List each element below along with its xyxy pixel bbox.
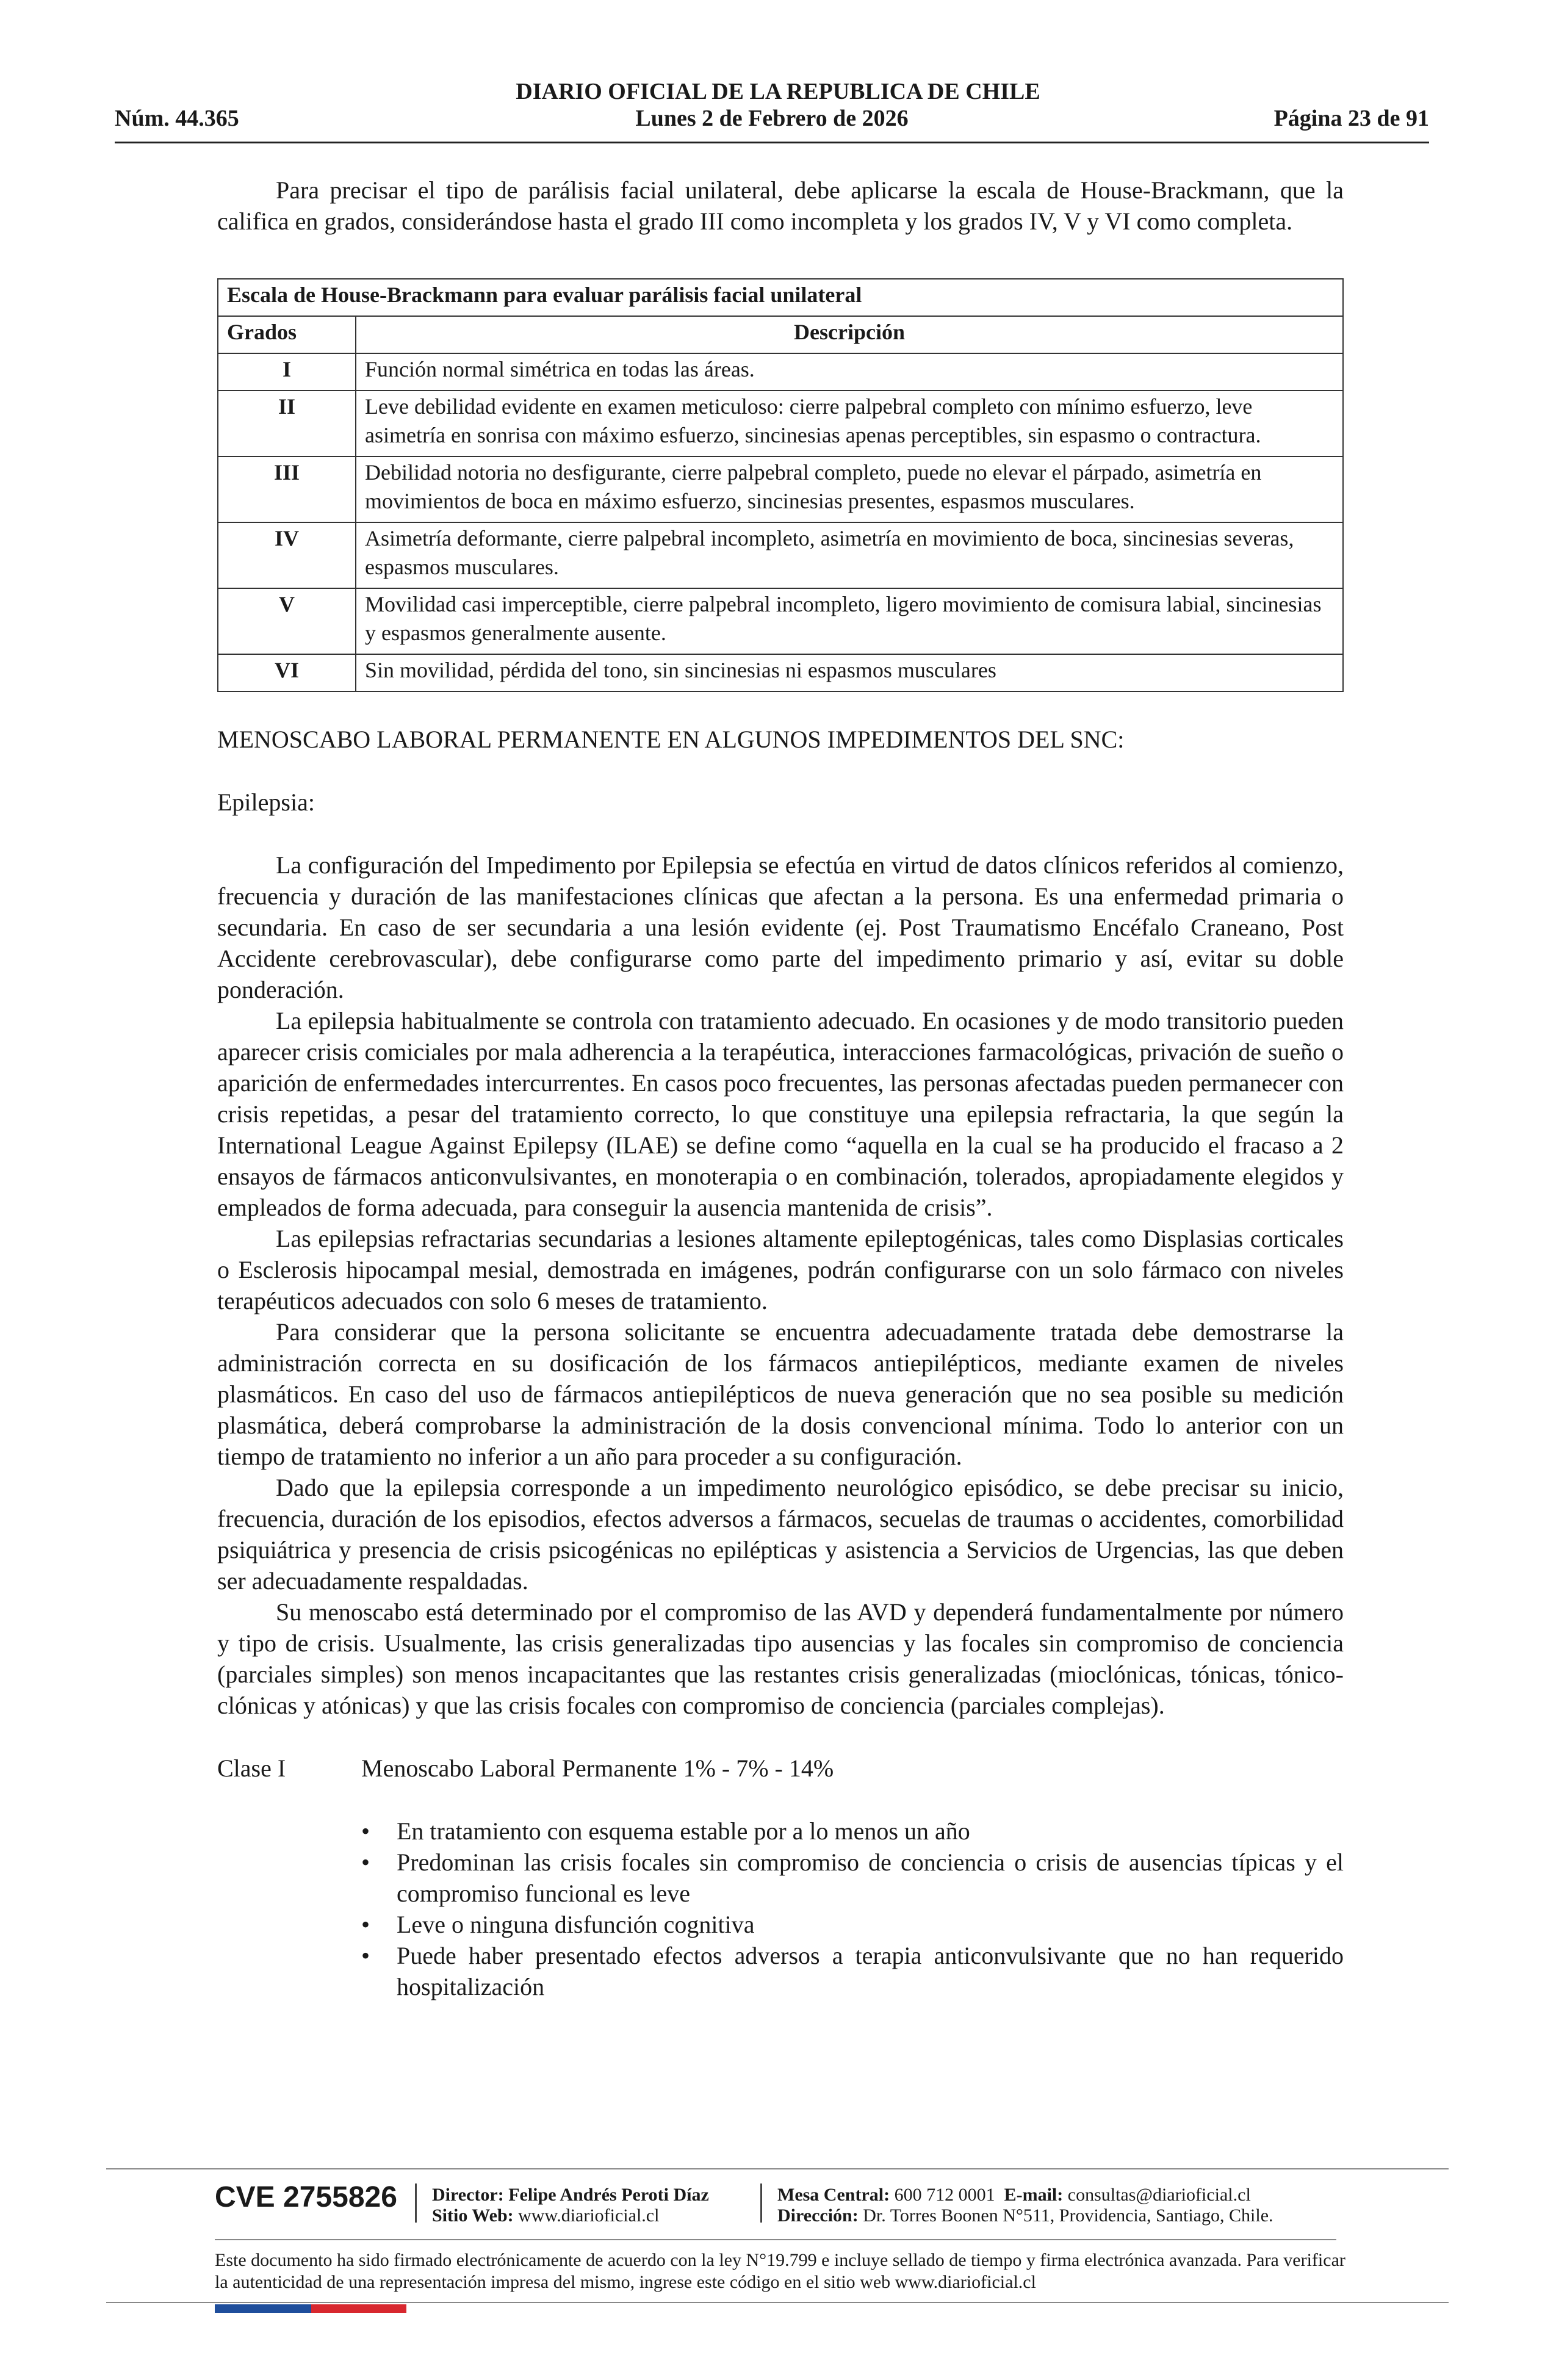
footer-divider-bottom bbox=[106, 2302, 1449, 2303]
list-item bbox=[361, 1816, 1344, 1847]
column-header-grades: Grados bbox=[218, 316, 356, 353]
table-row bbox=[218, 588, 1343, 654]
clase-label: Clase I bbox=[217, 1754, 286, 1782]
gazette-title: DIARIO OFICIAL DE LA REPUBLICA DE CHILE bbox=[516, 79, 1040, 104]
website-label: Sitio Web: bbox=[432, 2205, 514, 2226]
footer-divider-top bbox=[106, 2168, 1449, 2169]
grade-cell: IV bbox=[218, 522, 356, 588]
body-paragraph: La epilepsia habitualmente se controla con tratamiento adecuado. En ocasiones y de modo transitorio pueden aparecer crisis comiciales por mala adherencia a la terapéutica, interacciones farmacológicas, privación de sueño o aparición de enfermedades intercurrentes. En casos poco frecuentes, las personas afectadas pueden permanecer con crisis repetidas, a pesar del tratamiento correcto, lo que constituye una epilepsia refractaria, la que según la International League Against Epilepsy (ILAE) se define como “aquella en la cual se ha producido el fracaso a 2 ensayos de fármacos anticonvulsivantes, en monoterapia o en combinación, tolerados, apropiadamente elegidos y empleados de forma adecuada, para conseguir la ausencia mantenida de crisis”. bbox=[217, 1007, 1344, 1221]
document-body bbox=[217, 175, 1344, 2002]
description-cell: Función normal simétrica en todas las áreas. bbox=[356, 353, 1343, 391]
description-cell: Sin movilidad, pérdida del tono, sin sincinesias ni espasmos musculares bbox=[356, 654, 1343, 691]
body-paragraph: Las epilepsias refractarias secundarias a lesiones altamente epileptogénicas, tales como Displasias corticales o Esclerosis hipocampal mesial, demostrada en imágenes, podrán configurarse con un solo fármaco con niveles terapéuticos adecuados con solo 6 meses de tratamiento. bbox=[217, 1225, 1344, 1314]
bullet-icon: • bbox=[361, 1911, 370, 1938]
footer-editorial-info bbox=[432, 2185, 709, 2226]
table-row bbox=[218, 654, 1343, 691]
address-text: Dr. Torres Boonen N°511, Providencia, Santiago, Chile. bbox=[863, 2205, 1273, 2226]
body-paragraph: Su menoscabo está determinado por el compromiso de las AVD y dependerá fundamentalmente por número y tipo de crisis. Usualmente, las crisis generalizadas tipo ausencias y las focales sin compromiso de conciencia (parciales simples) son menos incapacitantes que las restantes crisis generalizadas (mioclónicas, tónicas, tónico-clónicas y atónicas) y que las crisis focales con compromiso de conciencia (parciales complejas). bbox=[217, 1598, 1344, 1719]
clase-heading bbox=[217, 1753, 1344, 1784]
intro-paragraph: Para precisar el tipo de parálisis facial unilateral, debe aplicarse la escala de House-Brackmann, que la califica en grados, considerándose hasta el grado III como incompleta y los grados IV, V y VI como completa. bbox=[217, 176, 1344, 235]
phone-label: Mesa Central: bbox=[777, 2185, 890, 2205]
footer-divider-middle bbox=[215, 2239, 1336, 2240]
grade-cell: III bbox=[218, 456, 356, 522]
description-cell: Asimetría deformante, cierre palpebral incompleto, asimetría en movimiento de boca, sincinesias severas, espasmos musculares. bbox=[356, 522, 1343, 588]
phone-number: 600 712 0001 bbox=[894, 2185, 995, 2205]
description-cell: Leve debilidad evidente en examen meticuloso: cierre palpebral completo con mínimo esfuerzo, leve asimetría en sonrisa con máximo esfuerzo, sincinesias apenas perceptibles, sin espasmo o contractura. bbox=[356, 391, 1343, 456]
website-link[interactable]: www.diarioficial.cl bbox=[518, 2205, 660, 2226]
list-item-text: En tratamiento con esquema estable por a lo menos un año bbox=[397, 1817, 970, 1845]
grade-cell: V bbox=[218, 588, 356, 654]
clase-percentage-text: Menoscabo Laboral Permanente 1% - 7% - 14% bbox=[361, 1754, 834, 1782]
email-label: E-mail: bbox=[1004, 2185, 1064, 2205]
issue-number: Núm. 44.365 bbox=[115, 106, 239, 131]
flag-stripe-red bbox=[311, 2304, 406, 2313]
grade-cell: II bbox=[218, 391, 356, 456]
list-item bbox=[361, 1940, 1344, 2002]
body-paragraph: Para considerar que la persona solicitante se encuentra adecuadamente tratada debe demostrarse la administración correcta en su dosificación de los fármacos antiepilépticos, mediante examen de niveles plasmáticos. En caso del uso de fármacos antiepilépticos de nueva generación que no sea posible su medición plasmática, deberá comprobarse la administración de la dosis convencional mínima. Todo lo anterior con un tiempo de tratamiento no inferior a un año para proceder a su configuración. bbox=[217, 1318, 1344, 1470]
column-header-description: Descripción bbox=[356, 316, 1343, 353]
page-number: Página 23 de 91 bbox=[1273, 106, 1429, 131]
director-label: Director: bbox=[432, 2185, 504, 2205]
footer-separator bbox=[415, 2183, 417, 2223]
table-title-row bbox=[218, 279, 1343, 316]
list-item bbox=[361, 1909, 1344, 1940]
cve-code: CVE 2755826 bbox=[215, 2181, 397, 2213]
table-row bbox=[218, 522, 1343, 588]
body-paragraph: Dado que la epilepsia corresponde a un impedimento neurológico episódico, se debe precisar su inicio, frecuencia, duración de los episodios, efectos adversos a fármacos, secuelas de traumas o accidentes, comorbilidad psiquiátrica y presencia de crisis psicogénicas no epilépticas y asistencia a Servicios de Urgencias, las que deben ser adecuadamente respaldadas. bbox=[217, 1474, 1344, 1595]
table-row bbox=[218, 456, 1343, 522]
description-cell: Movilidad casi imperceptible, cierre palpebral incompleto, ligero movimiento de comisura labial, sincinesias y espasmos generalmente ausente. bbox=[356, 588, 1343, 654]
body-paragraph: La configuración del Impedimento por Epilepsia se efectúa en virtud de datos clínicos referidos al comienzo, frecuencia y duración de las manifestaciones clínicas que afectan a la persona. Es una enfermedad primaria o secundaria. En caso de ser secundaria a una lesión evidente (ej. Post Traumatismo Encéfalo Craneano, Post Accidente cerebrovascular), debe configurarse como parte del impedimento primario y así, evitar su doble ponderación. bbox=[217, 851, 1344, 1003]
bullet-icon: • bbox=[361, 1848, 370, 1876]
header-divider bbox=[115, 142, 1429, 143]
list-item bbox=[361, 1847, 1344, 1909]
director-name: Felipe Andrés Peroti Díaz bbox=[508, 2185, 709, 2205]
grade-cell: VI bbox=[218, 654, 356, 691]
clase-criteria-list bbox=[361, 1816, 1344, 2002]
flag-stripe-blue bbox=[215, 2304, 311, 2313]
table-row bbox=[218, 353, 1343, 391]
table-row bbox=[218, 391, 1343, 456]
subsection-title: Epilepsia: bbox=[217, 788, 315, 816]
issue-date: Lunes 2 de Febrero de 2026 bbox=[635, 106, 909, 131]
list-item-text: Leve o ninguna disfunción cognitiva bbox=[397, 1911, 755, 1938]
house-brackmann-table bbox=[217, 278, 1344, 692]
address-label: Dirección: bbox=[777, 2205, 859, 2226]
bullet-icon: • bbox=[361, 1817, 370, 1845]
list-item-text: Predominan las crisis focales sin compromiso de conciencia o crisis de ausencias típicas y el compromiso funcional es leve bbox=[397, 1848, 1344, 1907]
legal-notice: Este documento ha sido firmado electrónicamente de acuerdo con la ley N°19.799 e incluye sellado de tiempo y firma electrónica avanzada. Para verificar la autenticidad de una representación impresa del mismo, ingrese este código en el sitio web www.diarioficial.cl bbox=[215, 2250, 1345, 2292]
footer-contact-info bbox=[777, 2185, 1273, 2226]
table-title: Escala de House-Brackmann para evaluar parálisis facial unilateral bbox=[218, 279, 1343, 316]
section-title: MENOSCABO LABORAL PERMANENTE EN ALGUNOS IMPEDIMENTOS DEL SNC: bbox=[217, 726, 1125, 753]
bullet-icon: • bbox=[361, 1942, 370, 1969]
grade-cell: I bbox=[218, 353, 356, 391]
description-cell: Debilidad notoria no desfigurante, cierre palpebral completo, puede no elevar el párpado, asimetría en movimientos de boca en máximo esfuerzo, sincinesias presentes, espasmos musculares. bbox=[356, 456, 1343, 522]
table-header-row bbox=[218, 316, 1343, 353]
footer-separator bbox=[760, 2183, 762, 2223]
list-item-text: Puede haber presentado efectos adversos a terapia anticonvulsivante que no han requerido hospitalización bbox=[397, 1942, 1344, 2000]
email-link[interactable]: consultas@diarioficial.cl bbox=[1067, 2185, 1251, 2205]
